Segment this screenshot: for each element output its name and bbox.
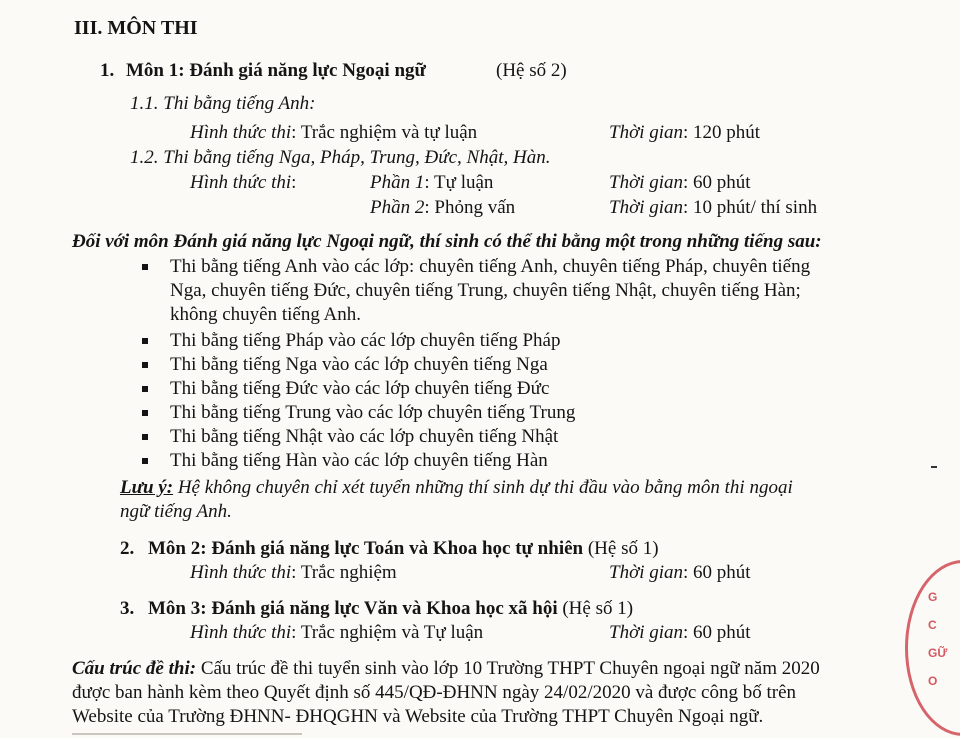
bullet-marker bbox=[142, 338, 148, 344]
note-text: Hệ không chuyên chỉ xét tuyển những thí sinh dự thi đầu vào bằng môn thi ngoại bbox=[173, 477, 793, 498]
format-value: : Trắc nghiệm bbox=[291, 562, 397, 583]
time-label: Thời gian bbox=[609, 197, 684, 218]
time-value: : 60 phút bbox=[683, 622, 751, 643]
subject1-sub1-time bbox=[609, 121, 760, 145]
bullet-japanese: Thi bằng tiếng Nhật vào các lớp chuyên tiếng Nhật bbox=[170, 426, 559, 447]
note-line2: ngữ tiếng Anh. bbox=[120, 501, 232, 522]
subject3-number: 3. bbox=[120, 598, 135, 619]
subject3-coefficient: (Hệ số 1) bbox=[557, 598, 634, 619]
time-label: Thời gian bbox=[609, 622, 684, 643]
subject1-sub2-title: 1.2. Thi bằng tiếng Nga, Pháp, Trung, Đức, Nhật, Hàn. bbox=[130, 147, 551, 168]
bullet-marker bbox=[142, 410, 148, 416]
cutoff-line-fragment bbox=[72, 733, 302, 735]
subject2-coefficient: (Hệ số 1) bbox=[583, 538, 659, 559]
time-label: Thời gian bbox=[609, 562, 684, 583]
bullet-korean: Thi bằng tiếng Hàn vào các lớp chuyên tiếng Hàn bbox=[170, 450, 548, 471]
subject1-sub2-format bbox=[190, 171, 296, 195]
format-value: : Trắc nghiệm và Tự luận bbox=[291, 622, 484, 643]
structure-line2: được ban hành kèm theo Quyết định số 445/QĐ-ĐHNN ngày 24/02/2020 và được công bố trên bbox=[72, 682, 797, 703]
speck bbox=[931, 466, 937, 468]
subject1-sub1-title: 1.1. Thi bằng tiếng Anh: bbox=[130, 93, 316, 114]
time-label: Thời gian bbox=[609, 122, 684, 143]
part2-label: Phần 2 bbox=[370, 197, 425, 218]
bullet-marker bbox=[142, 434, 148, 440]
structure-label: Cấu trúc đề thi: bbox=[72, 658, 197, 679]
time-value: : 120 phút bbox=[683, 122, 761, 143]
subject2-title-line bbox=[148, 537, 659, 561]
subject3-format bbox=[190, 621, 483, 645]
subject2-title: Môn 2: Đánh giá năng lực Toán và Khoa học tự nhiên bbox=[148, 538, 584, 559]
bullet-german: Thi bằng tiếng Đức vào các lớp chuyên tiếng Đức bbox=[170, 378, 550, 399]
format-label: Hình thức thi bbox=[190, 622, 292, 643]
subject2-format bbox=[190, 561, 397, 585]
subject1-part2 bbox=[370, 196, 515, 220]
time-value: : 60 phút bbox=[683, 172, 751, 193]
note-line1 bbox=[120, 476, 793, 500]
note-label: Lưu ý: bbox=[120, 477, 174, 498]
bullet-english-line2: Nga, chuyên tiếng Đức, chuyên tiếng Trung, chuyên tiếng Nhật, chuyên tiếng Hàn; bbox=[170, 280, 801, 301]
time-label: Thời gian bbox=[609, 172, 684, 193]
stamp-text-fragment: G C GỮ O bbox=[928, 590, 948, 688]
bullet-english-line1: Thi bằng tiếng Anh vào các lớp: chuyên tiếng Anh, chuyên tiếng Pháp, chuyên tiếng bbox=[170, 256, 811, 277]
structure-line3: Website của Trường ĐHNN- ĐHQGHN và Website của Trường THPT Chuyên Ngoại ngữ. bbox=[72, 706, 764, 727]
bullet-marker bbox=[142, 264, 148, 270]
subject3-title: Môn 3: Đánh giá năng lực Văn và Khoa học xã hội bbox=[148, 598, 558, 619]
bullet-french: Thi bằng tiếng Pháp vào các lớp chuyên tiếng Pháp bbox=[170, 330, 561, 351]
subject1-coefficient: (Hệ số 2) bbox=[496, 60, 567, 81]
subject1-number: 1. bbox=[100, 60, 115, 81]
part2-value: : Phỏng vấn bbox=[424, 197, 516, 218]
part1-value: : Tự luận bbox=[424, 172, 494, 193]
subject1-part1 bbox=[370, 171, 493, 195]
bullet-russian: Thi bằng tiếng Nga vào các lớp chuyên tiếng Nga bbox=[170, 354, 548, 375]
subject1-part2-time bbox=[609, 196, 817, 220]
subject3-title-line bbox=[148, 597, 633, 621]
bullet-chinese: Thi bằng tiếng Trung vào các lớp chuyên tiếng Trung bbox=[170, 402, 576, 423]
subject2-number: 2. bbox=[120, 538, 135, 559]
structure-line1 bbox=[72, 657, 820, 681]
bullet-marker bbox=[142, 386, 148, 392]
bullet-english-line3: không chuyên tiếng Anh. bbox=[170, 304, 362, 325]
structure-text: Cấu trúc đề thi tuyển sinh vào lớp 10 Trường THPT Chuyên ngoại ngữ năm 2020 bbox=[196, 658, 820, 679]
subject1-title: Môn 1: Đánh giá năng lực Ngoại ngữ bbox=[126, 60, 426, 81]
part1-label: Phần 1 bbox=[370, 172, 425, 193]
format-colon: : bbox=[291, 172, 297, 193]
format-value: : Trắc nghiệm và tự luận bbox=[291, 122, 478, 143]
format-label: Hình thức thi bbox=[190, 562, 292, 583]
section-title: III. MÔN THI bbox=[74, 17, 198, 39]
bullet-marker bbox=[142, 458, 148, 464]
language-intro: Đối với môn Đánh giá năng lực Ngoại ngữ, thí sinh có thể thi bằng một trong những tiếng sau: bbox=[72, 231, 822, 252]
bullet-marker bbox=[142, 362, 148, 368]
time-value: : 10 phút/ thí sinh bbox=[683, 197, 818, 218]
time-value: : 60 phút bbox=[683, 562, 751, 583]
subject1-sub1-format bbox=[190, 121, 477, 145]
subject1-part1-time bbox=[609, 171, 751, 195]
subject2-time bbox=[609, 561, 751, 585]
format-label: Hình thức thi bbox=[190, 122, 292, 143]
subject3-time bbox=[609, 621, 751, 645]
format-label: Hình thức thi bbox=[190, 172, 292, 193]
